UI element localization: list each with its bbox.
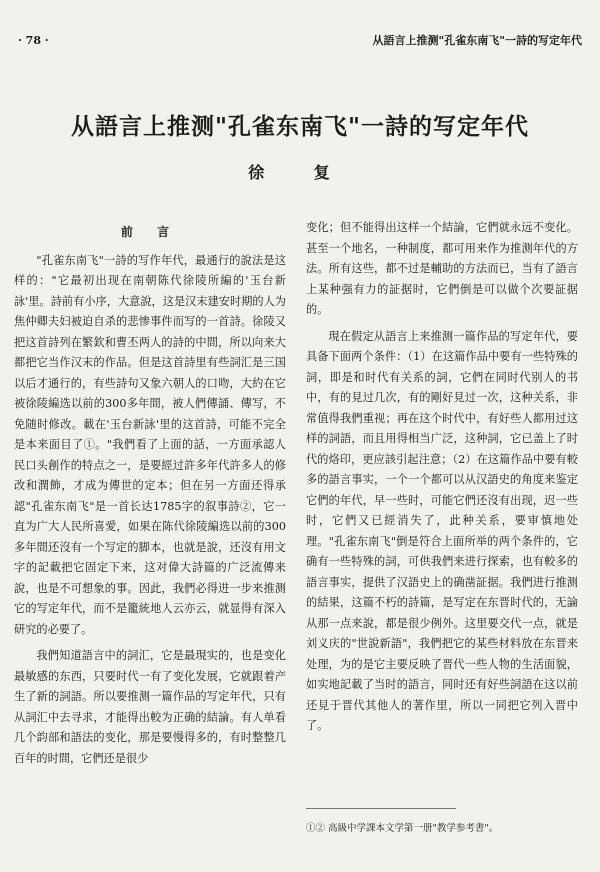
body-paragraph: "孔雀东南飞"一詩的写作年代，最通行的說法是这样的："它最初出现在南朝陈代徐陵所編的'玉台新詠'里。詩前有小序，大意說，这是汉末建安时期的人为焦仲卿夫妇被迫自杀的悲惨事件而写的一首詩。徐陵又把这首詩列在繁欽和曹丕两人的詩的中間，所以向来大都把它当作汉末的作品。但是这首詩里有些詞汇是三国以后才通行的，有些詩句又象六朝人的口吻，大約在它被徐陵編选以前的300多年間，被人們傳誦、傳写，不免随时修改。載在'玉台新詠'里的这首詩，可能不完全是本来面目了①。"我們看了上面的話，一方面承認人民口头創作的特点之一，是要經过許多年代許多人的修改和潤飾，才成为傳世的定本；但在另一方面还得承認"孔雀东南飞"是一首长达1785字的叙事詩②，它一直为广大人民所喜愛，如果在陈代徐陵編选以前的300多年間还沒有一个写定的脚本，也就是說，还沒有用文字的記載把它固定下来，这对偉大詩篇的广泛流傳来說，也是不可想象的事。因此，我們必得进一步来推测它的写定年代，而不是籠統地人云亦云，就显得有深入研究的必要了。 [14,253,286,636]
author-name: 徐 复 [248,163,352,182]
running-head [18,30,582,50]
section-heading: 前 言 [120,225,180,239]
footnote: ①② 高級中学課本文学第一册"教学参考書"。 [306,823,499,834]
right-column [306,218,578,743]
running-title: 从語言上推测"孔雀东南飞"一詩的写定年代 [372,34,582,47]
body-paragraph: 变化；但不能得出这样一个結論，它們就永远不变化。甚至一个地名，一种制度，都可用来作为推测年代的方法。所有这些，都不过是輔助的方法而已，当有了語言上某种强有力的証据时，它們倒是可以做个次要証据的。 [306,221,578,316]
left-column [14,222,286,775]
article-title: 从語言上推测"孔雀东南飞"一詩的写定年代 [71,113,529,140]
page-number: · 78 · [18,33,49,47]
body-paragraph: 現在假定从語言上来推测一篇作品的写定年代，要具备下面两个条件：（1）在这篇作品中要有一些特殊的詞，即是和时代有关系的詞，它們在同时代别人的书中，有的見过几次，有的剛好見过一次，这种关系，非常值得我們重视；再在这个时代中，有好些人都用过这样的詞語，而且用得相当广泛，这种詞，它已盖上了时代的烙印，更应該引起注意；（2）在这篇作品中要有較多的語言事实，一个一个都可以从汉語史的角度来鉴定它們的年代，早一些时，可能它們还沒有出现，迟一些时，它們又已經消失了，此种关系，要审慎地处理。"孔雀东南飞"倒是符合上面所举的两个条件的，它确有一些特殊的詞，可供我們来进行探索，也有較多的語言事实，提供了汉語史上的确凿証据。我們进行推测的結果，这篇不朽的詩篇，是写定在东晋时代的，无論从那一点来說，都是很少例外。这里要交代一点，就是刘义庆的"世說新語"，我們把它的某些材料放在东晋来处理，为的是它主要反映了晋代一些人物的生活面貌，如实地記載了当时的語言，同时还有好些詞語在这以前还見于晋代其他人的著作里，所以一同把它列入晋中了。 [306,329,578,732]
body-paragraph: 我們知道語言中的詞汇，它是最現实的，也是变化最敏感的东西，只要时代一有了变化发展，它就跟着产生了新的詞語。所以要推测一篇作品的写定年代，只有从詞汇中去寻求，才能得出較为正确的結論。有人单看几个韵部和語法的变化，那是要慢得多的，有时整整几百年的时間，它們还是很少 [14,649,286,765]
footnote-divider [306,808,456,809]
